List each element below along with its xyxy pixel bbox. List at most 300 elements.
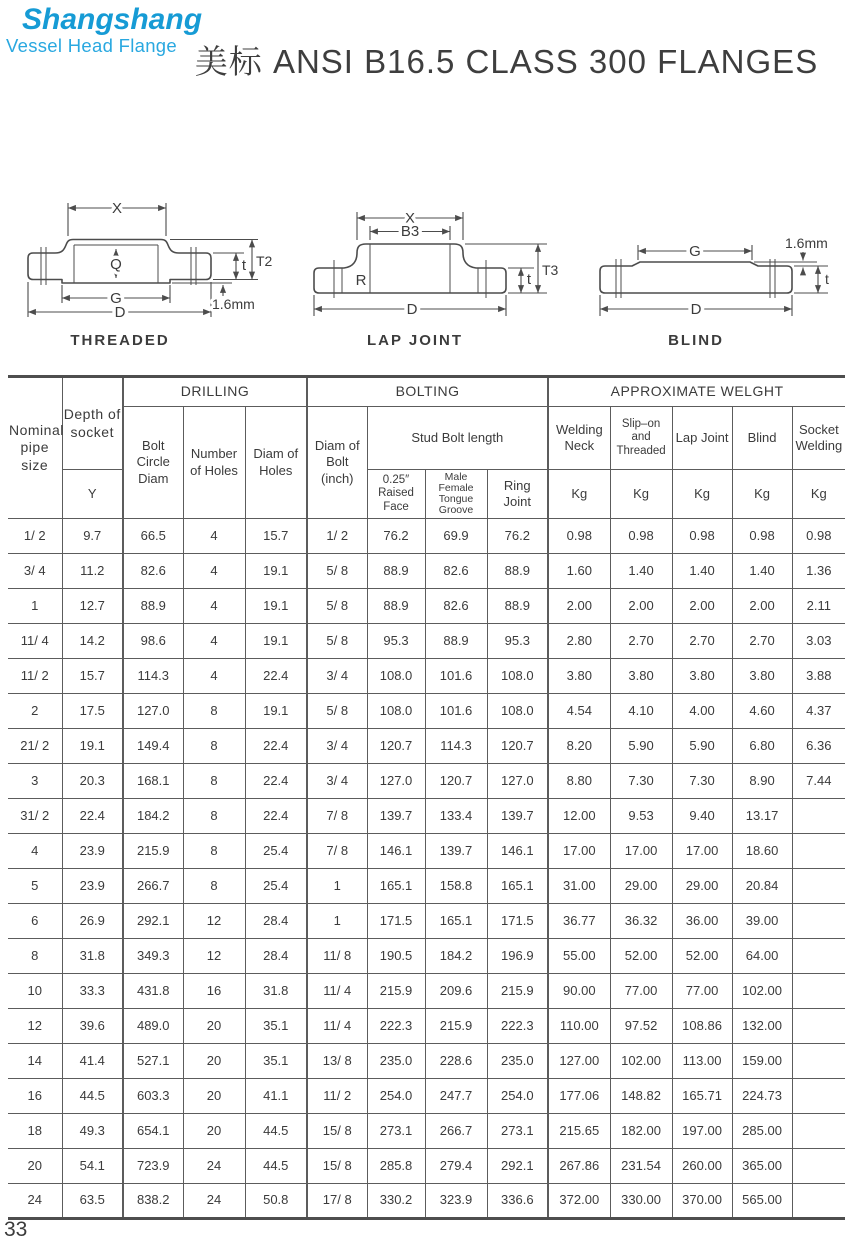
logo-tagline: Vessel Head Flange — [6, 35, 177, 56]
table-row — [8, 904, 845, 939]
table-row — [8, 1044, 845, 1079]
header-group-bolting: BOLTING — [307, 377, 548, 407]
table-cell: 77.00 — [672, 974, 732, 1009]
table-cell: 838.2 — [123, 1184, 183, 1219]
table-cell: 370.00 — [672, 1184, 732, 1219]
table-cell: 17/ 8 — [307, 1184, 367, 1219]
threaded-flange-diagram — [0, 182, 300, 354]
dim-label-d: D — [690, 301, 702, 318]
table-cell: 254.0 — [367, 1079, 425, 1114]
blind-flange-profile — [600, 262, 792, 293]
dim-label-t2: T2 — [256, 253, 273, 269]
table-cell: 184.2 — [425, 939, 487, 974]
page-number: 33 — [4, 1218, 28, 1241]
table-cell: 273.1 — [367, 1114, 425, 1149]
table-cell: 120.7 — [425, 764, 487, 799]
table-cell: 25.4 — [245, 834, 307, 869]
table-cell: 260.00 — [672, 1149, 732, 1184]
table-cell: 33.3 — [62, 974, 123, 1009]
table-cell: 15/ 8 — [307, 1149, 367, 1184]
table-cell: 5.90 — [610, 729, 672, 764]
header-blind: Blind — [732, 407, 792, 470]
table-cell: 17.00 — [548, 834, 610, 869]
table-cell: 1.40 — [732, 554, 792, 589]
table-cell — [792, 974, 845, 1009]
header-stud-bolt-length: Stud Bolt length — [367, 407, 548, 470]
table-cell: 2.70 — [672, 624, 732, 659]
table-cell: 215.9 — [123, 834, 183, 869]
header-group-drilling: DRILLING — [123, 377, 307, 407]
table-cell: 5.90 — [672, 729, 732, 764]
table-cell: 228.6 — [425, 1044, 487, 1079]
dim-label-raised-face: 1.6mm — [212, 296, 255, 312]
table-cell: 28.4 — [245, 939, 307, 974]
table-cell: 7.30 — [672, 764, 732, 799]
table-cell: 8 — [183, 834, 245, 869]
table-cell: 9.7 — [62, 519, 123, 554]
table-cell: 165.71 — [672, 1079, 732, 1114]
table-cell: 4 — [183, 624, 245, 659]
table-cell: 14 — [8, 1044, 62, 1079]
table-cell: 165.1 — [487, 869, 548, 904]
table-row — [8, 554, 845, 589]
table-cell: 13.17 — [732, 799, 792, 834]
table-cell: 63.5 — [62, 1184, 123, 1219]
table-cell: 21/ 2 — [8, 729, 62, 764]
table-cell: 3.03 — [792, 624, 845, 659]
header-diam-of-holes: Diam of Holes — [245, 407, 307, 519]
table-cell: 1.36 — [792, 554, 845, 589]
table-cell: 20.3 — [62, 764, 123, 799]
table-cell: 31.8 — [62, 939, 123, 974]
dim-label-r: R — [355, 272, 367, 289]
header-welding-neck: Welding Neck — [548, 407, 610, 470]
table-cell: 22.4 — [245, 764, 307, 799]
table-cell: 36.32 — [610, 904, 672, 939]
table-cell: 5/ 8 — [307, 624, 367, 659]
table-cell: 19.1 — [245, 554, 307, 589]
table-cell: 108.0 — [367, 659, 425, 694]
table-cell: 267.86 — [548, 1149, 610, 1184]
table-cell: 14.2 — [62, 624, 123, 659]
table-cell — [792, 1044, 845, 1079]
table-cell: 323.9 — [425, 1184, 487, 1219]
table-cell: 127.0 — [367, 764, 425, 799]
table-cell: 2.11 — [792, 589, 845, 624]
table-cell: 149.4 — [123, 729, 183, 764]
dim-label-d: D — [114, 304, 126, 321]
table-row — [8, 1149, 845, 1184]
dim-label-d: D — [406, 301, 418, 318]
table-cell: 54.1 — [62, 1149, 123, 1184]
table-cell: 31/ 2 — [8, 799, 62, 834]
table-cell: 108.0 — [487, 694, 548, 729]
table-cell: 28.4 — [245, 904, 307, 939]
header-depth-of-socket: Depth of socket — [62, 377, 123, 470]
table-cell: 44.5 — [62, 1079, 123, 1114]
dim-label-g: G — [689, 243, 701, 260]
diagram-caption-threaded: THREADED — [70, 332, 170, 349]
table-cell: 148.82 — [610, 1079, 672, 1114]
table-cell: 165.1 — [425, 904, 487, 939]
table-cell: 17.00 — [610, 834, 672, 869]
table-cell: 527.1 — [123, 1044, 183, 1079]
table-cell: 365.00 — [732, 1149, 792, 1184]
table-cell: 0.98 — [548, 519, 610, 554]
table-cell: 76.2 — [487, 519, 548, 554]
table-cell: 3.88 — [792, 659, 845, 694]
table-cell: 127.0 — [123, 694, 183, 729]
table-cell: 101.6 — [425, 694, 487, 729]
table-cell: 52.00 — [672, 939, 732, 974]
table-cell: 39.00 — [732, 904, 792, 939]
table-cell: 19.1 — [245, 589, 307, 624]
table-cell: 209.6 — [425, 974, 487, 1009]
table-cell: 29.00 — [610, 869, 672, 904]
table-row — [8, 764, 845, 799]
table-row — [8, 1009, 845, 1044]
table-cell: 4 — [183, 554, 245, 589]
header-slip-on-threaded: Slip–on and Threaded — [610, 407, 672, 470]
table-cell: 19.1 — [62, 729, 123, 764]
dim-label-g: G — [110, 290, 122, 307]
table-cell: 565.00 — [732, 1184, 792, 1219]
header-unit-kg: Kg — [732, 470, 792, 519]
table-cell: 22.4 — [245, 659, 307, 694]
table-cell: 108.0 — [367, 694, 425, 729]
table-cell — [792, 834, 845, 869]
table-cell: 102.00 — [610, 1044, 672, 1079]
table-cell: 39.6 — [62, 1009, 123, 1044]
table-cell: 222.3 — [367, 1009, 425, 1044]
table-cell: 168.1 — [123, 764, 183, 799]
table-cell: 52.00 — [610, 939, 672, 974]
table-cell: 165.1 — [367, 869, 425, 904]
table-cell: 64.00 — [732, 939, 792, 974]
table-cell: 5/ 8 — [307, 554, 367, 589]
diagram-caption-lap-joint: LAP JOINT — [366, 332, 464, 349]
header-unit-kg: Kg — [610, 470, 672, 519]
table-cell: 5/ 8 — [307, 694, 367, 729]
table-cell: 17.5 — [62, 694, 123, 729]
table-cell: 7.30 — [610, 764, 672, 799]
table-cell: 16 — [183, 974, 245, 1009]
table-cell: 4.60 — [732, 694, 792, 729]
table-cell: 88.9 — [487, 589, 548, 624]
table-cell: 17.00 — [672, 834, 732, 869]
table-cell: 15/ 8 — [307, 1114, 367, 1149]
table-cell: 6.36 — [792, 729, 845, 764]
table-cell: 15.7 — [245, 519, 307, 554]
table-cell: 146.1 — [367, 834, 425, 869]
table-cell: 1 — [8, 589, 62, 624]
table-cell: 12 — [183, 904, 245, 939]
table-cell — [792, 1184, 845, 1219]
table-cell: 8 — [183, 729, 245, 764]
table-cell: 235.0 — [367, 1044, 425, 1079]
table-cell: 285.8 — [367, 1149, 425, 1184]
table-cell: 6 — [8, 904, 62, 939]
table-cell: 22.4 — [62, 799, 123, 834]
table-cell: 8 — [183, 869, 245, 904]
table-cell: 330.2 — [367, 1184, 425, 1219]
header-unit-kg: Kg — [548, 470, 610, 519]
table-cell: 101.6 — [425, 659, 487, 694]
table-cell: 88.9 — [367, 554, 425, 589]
table-cell: 184.2 — [123, 799, 183, 834]
table-cell: 22.4 — [245, 729, 307, 764]
dim-label-t: t — [241, 257, 247, 274]
dim-label-raised-face: 1.6mm — [785, 235, 828, 251]
table-row — [8, 519, 845, 554]
table-cell: 2.00 — [610, 589, 672, 624]
table-row — [8, 799, 845, 834]
table-cell: 2.70 — [610, 624, 672, 659]
table-cell: 11/ 8 — [307, 939, 367, 974]
table-cell: 4 — [183, 589, 245, 624]
table-cell: 1 — [307, 869, 367, 904]
table-cell: 8 — [183, 764, 245, 799]
flange-spec-table — [8, 375, 845, 1220]
table-cell: 113.00 — [672, 1044, 732, 1079]
table-cell: 4.10 — [610, 694, 672, 729]
table-cell: 254.0 — [487, 1079, 548, 1114]
table-cell: 24 — [8, 1184, 62, 1219]
table-cell: 3.80 — [610, 659, 672, 694]
table-cell: 2.00 — [672, 589, 732, 624]
table-cell: 26.9 — [62, 904, 123, 939]
header-diam-of-bolt: Diam of Bolt (inch) — [307, 407, 367, 519]
table-cell: 158.8 — [425, 869, 487, 904]
table-cell: 4.37 — [792, 694, 845, 729]
table-cell: 69.9 — [425, 519, 487, 554]
table-cell: 24 — [183, 1184, 245, 1219]
header-socket-welding: Socket Welding — [792, 407, 845, 470]
table-cell: 12.00 — [548, 799, 610, 834]
dim-label-b3: B3 — [400, 223, 420, 240]
table-cell: 8.20 — [548, 729, 610, 764]
table-cell: 2.70 — [732, 624, 792, 659]
table-cell — [792, 939, 845, 974]
table-row — [8, 694, 845, 729]
page-title: 美标 ANSI B16.5 CLASS 300 FLANGES — [194, 43, 819, 80]
table-cell: 723.9 — [123, 1149, 183, 1184]
table-cell: 654.1 — [123, 1114, 183, 1149]
table-cell: 231.54 — [610, 1149, 672, 1184]
table-cell: 120.7 — [487, 729, 548, 764]
table-cell: 12 — [8, 1009, 62, 1044]
table-row — [8, 729, 845, 764]
table-cell: 108.86 — [672, 1009, 732, 1044]
table-cell: 44.5 — [245, 1149, 307, 1184]
table-cell: 197.00 — [672, 1114, 732, 1149]
table-row — [8, 589, 845, 624]
blind-bolt-lines — [616, 259, 775, 298]
table-cell: 23.9 — [62, 869, 123, 904]
table-cell: 95.3 — [367, 624, 425, 659]
header-number-of-holes: Number of Holes — [183, 407, 245, 519]
table-cell: 36.77 — [548, 904, 610, 939]
dim-label-t: t — [526, 271, 532, 288]
table-cell: 5 — [8, 869, 62, 904]
table-cell: 114.3 — [425, 729, 487, 764]
table-cell: 82.6 — [425, 554, 487, 589]
table-cell: 215.9 — [425, 1009, 487, 1044]
table-cell — [792, 869, 845, 904]
table-cell: 8.80 — [548, 764, 610, 799]
table-row — [8, 659, 845, 694]
table-cell: 292.1 — [123, 904, 183, 939]
table-cell: 31.00 — [548, 869, 610, 904]
table-cell: 23.9 — [62, 834, 123, 869]
table-cell: 12.7 — [62, 589, 123, 624]
table-cell: 18.60 — [732, 834, 792, 869]
table-cell: 66.5 — [123, 519, 183, 554]
table-cell: 247.7 — [425, 1079, 487, 1114]
table-cell: 603.3 — [123, 1079, 183, 1114]
table-cell: 88.9 — [367, 589, 425, 624]
table-cell: 20 — [183, 1114, 245, 1149]
header-lap-joint: Lap Joint — [672, 407, 732, 470]
dim-label-t: t — [825, 271, 829, 287]
table-cell: 110.00 — [548, 1009, 610, 1044]
table-cell — [792, 1149, 845, 1184]
table-cell: 139.7 — [487, 799, 548, 834]
table-cell: 224.73 — [732, 1079, 792, 1114]
lap-joint-flange-diagram — [290, 182, 570, 354]
dim-label-t3: T3 — [542, 262, 559, 278]
table-cell: 431.8 — [123, 974, 183, 1009]
table-cell: 2.00 — [548, 589, 610, 624]
table-row — [8, 1114, 845, 1149]
table-cell: 2.00 — [732, 589, 792, 624]
header-depth-sub-y: Y — [62, 470, 123, 519]
dim-label-x: X — [111, 200, 123, 217]
table-cell: 0.98 — [672, 519, 732, 554]
table-cell: 20 — [183, 1009, 245, 1044]
table-cell: 24 — [183, 1149, 245, 1184]
table-cell: 127.00 — [548, 1044, 610, 1079]
table-cell: 7.44 — [792, 764, 845, 799]
table-cell: 35.1 — [245, 1009, 307, 1044]
table-cell: 19.1 — [245, 624, 307, 659]
table-row — [8, 974, 845, 1009]
table-cell: 20 — [183, 1044, 245, 1079]
table-cell: 11/ 4 — [307, 1009, 367, 1044]
table-cell: 182.00 — [610, 1114, 672, 1149]
table-row — [8, 1079, 845, 1114]
table-cell: 215.65 — [548, 1114, 610, 1149]
table-cell: 190.5 — [367, 939, 425, 974]
table-cell: 11/ 2 — [307, 1079, 367, 1114]
table-cell: 4 — [183, 659, 245, 694]
table-cell: 2 — [8, 694, 62, 729]
table-cell: 146.1 — [487, 834, 548, 869]
table-cell: 49.3 — [62, 1114, 123, 1149]
table-cell: 8 — [183, 799, 245, 834]
header-ring-joint: Ring Joint — [487, 470, 548, 519]
table-cell: 88.9 — [487, 554, 548, 589]
table-cell: 133.4 — [425, 799, 487, 834]
table-cell: 20.84 — [732, 869, 792, 904]
table-cell: 44.5 — [245, 1114, 307, 1149]
table-cell: 88.9 — [123, 589, 183, 624]
table-cell: 95.3 — [487, 624, 548, 659]
table-cell: 3.80 — [732, 659, 792, 694]
table-cell: 171.5 — [487, 904, 548, 939]
table-cell: 171.5 — [367, 904, 425, 939]
table-header — [8, 377, 845, 519]
table-cell: 102.00 — [732, 974, 792, 1009]
table-cell — [792, 1114, 845, 1149]
header-nominal-pipe-size: Nominal pipe size — [8, 377, 62, 519]
table-cell: 3/ 4 — [307, 764, 367, 799]
table-cell: 4.54 — [548, 694, 610, 729]
table-cell: 0.98 — [732, 519, 792, 554]
table-cell — [792, 1079, 845, 1114]
table-cell: 222.3 — [487, 1009, 548, 1044]
table-cell: 215.9 — [367, 974, 425, 1009]
table-cell: 31.8 — [245, 974, 307, 1009]
table-cell: 9.40 — [672, 799, 732, 834]
table-cell: 1/ 2 — [8, 519, 62, 554]
table-cell: 139.7 — [367, 799, 425, 834]
table-cell: 41.4 — [62, 1044, 123, 1079]
table-cell: 11/ 2 — [8, 659, 62, 694]
table-cell: 8 — [8, 939, 62, 974]
table-cell: 41.1 — [245, 1079, 307, 1114]
table-cell: 285.00 — [732, 1114, 792, 1149]
table-cell: 11/ 4 — [307, 974, 367, 1009]
table-cell: 11/ 4 — [8, 624, 62, 659]
table-cell: 1 — [307, 904, 367, 939]
table-cell: 372.00 — [548, 1184, 610, 1219]
table-cell: 76.2 — [367, 519, 425, 554]
table-cell: 0.98 — [792, 519, 845, 554]
table-cell: 336.6 — [487, 1184, 548, 1219]
table-cell: 9.53 — [610, 799, 672, 834]
table-cell: 8 — [183, 694, 245, 729]
table-row — [8, 834, 845, 869]
table-cell: 77.00 — [610, 974, 672, 1009]
table-cell: 1.40 — [672, 554, 732, 589]
table-cell: 35.1 — [245, 1044, 307, 1079]
table-cell: 29.00 — [672, 869, 732, 904]
table-cell: 6.80 — [732, 729, 792, 764]
dim-label-x: X — [404, 210, 416, 227]
header-unit-kg: Kg — [792, 470, 845, 519]
diagram-caption-blind: BLIND — [668, 332, 724, 349]
table-cell: 8.90 — [732, 764, 792, 799]
dim-label-q: Q — [110, 256, 122, 273]
table-cell: 36.00 — [672, 904, 732, 939]
table-cell: 266.7 — [425, 1114, 487, 1149]
header-male-female-tongue-groove: Male Female Tongue Groove — [425, 470, 487, 519]
table-row — [8, 1184, 845, 1219]
table-cell: 114.3 — [123, 659, 183, 694]
table-cell: 90.00 — [548, 974, 610, 1009]
table-row — [8, 624, 845, 659]
table-cell: 22.4 — [245, 799, 307, 834]
table-cell: 55.00 — [548, 939, 610, 974]
table-cell: 97.52 — [610, 1009, 672, 1044]
header-bolt-circle-diam: Bolt Circle Diam — [123, 407, 183, 519]
table-cell: 235.0 — [487, 1044, 548, 1079]
table-cell: 273.1 — [487, 1114, 548, 1149]
table-cell: 13/ 8 — [307, 1044, 367, 1079]
table-cell: 139.7 — [425, 834, 487, 869]
table-cell: 1.40 — [610, 554, 672, 589]
